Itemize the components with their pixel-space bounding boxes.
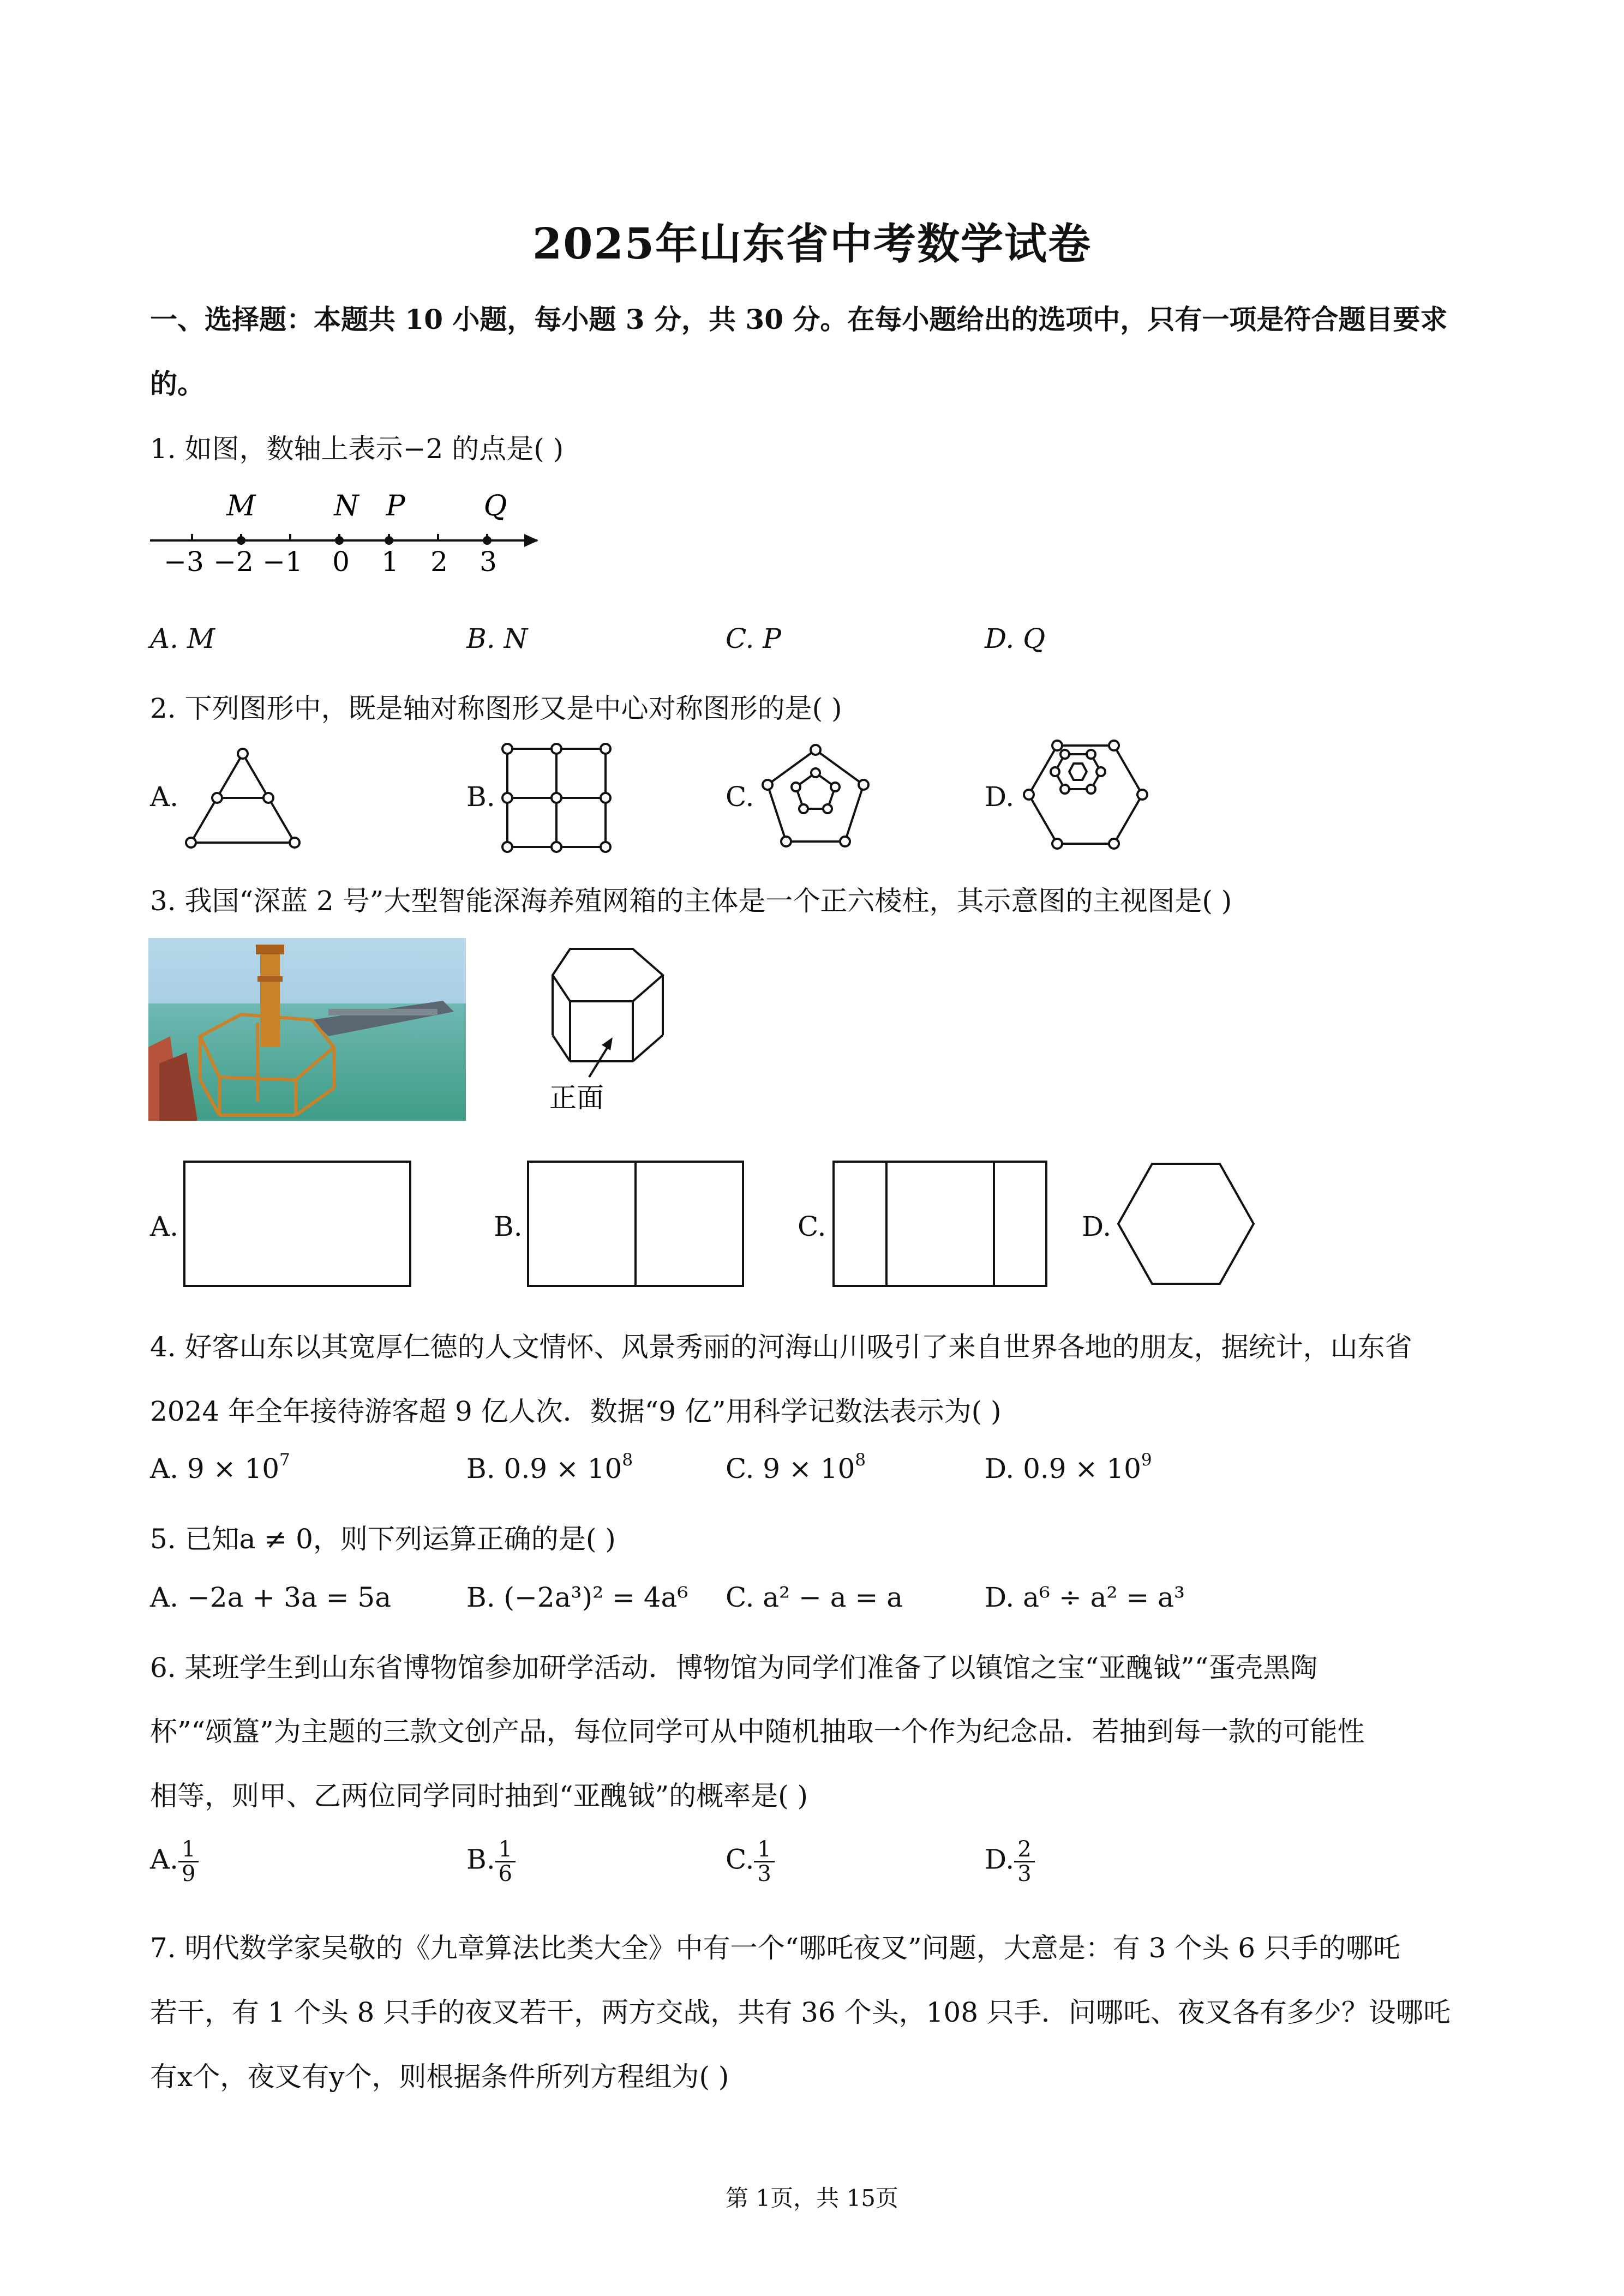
q4-option-b: B. $0.9 \times 10^8$ — [466, 1450, 633, 1484]
q2-option-a-figure — [180, 742, 305, 851]
q2-option-b-figure — [496, 739, 616, 854]
q3-option-d-letter: D. — [1082, 1211, 1112, 1242]
q2-option-c-letter: C. — [726, 781, 754, 813]
q4-line1: 4. 好客山东以其宽厚仁德的人文情怀、风景秀丽的河海山川吸引了来自世界各地的朋友，据统计，山东省 — [150, 1331, 1412, 1363]
q5-option-c: C. a² − a = a — [726, 1582, 903, 1613]
section-header-line2: 的。 — [150, 368, 205, 400]
q4-option-c: C. $9 \times 10^8$ — [726, 1450, 866, 1484]
point-p-dot — [385, 536, 393, 545]
tick-label-2: 2 — [430, 546, 448, 578]
q7-line3: 有x个，夜叉有y个，则根据条件所列方程组为( ) — [150, 2061, 729, 2093]
tick-label-3: 3 — [480, 546, 497, 578]
q1-option-a: A. M — [150, 623, 215, 654]
point-n-dot — [335, 536, 344, 545]
q5-option-a: A. −2a + 3a = 5a — [150, 1582, 392, 1613]
q6-line3: 相等，则甲、乙两位同学同时抽到“亚醜钺”的概率是( ) — [150, 1780, 808, 1812]
point-q-dot — [483, 536, 492, 545]
q3-option-a-letter: A. — [150, 1211, 179, 1242]
tick-label-1: 1 — [381, 546, 399, 578]
q6-option-b: B. $\frac{1}{6}$ — [466, 1838, 516, 1885]
q2-option-d-letter: D. — [985, 781, 1015, 813]
q3-hex-prism-diagram — [537, 943, 685, 1118]
q7-line2: 若干，有 1 个头 8 只手的夜叉若干，两方交战，共有 36 个头，108 只手．问哪吒、夜叉各有多少？设哪吒 — [150, 1997, 1451, 2028]
label-n: N — [334, 490, 359, 522]
page-title: 2025年山东省中考数学试卷 — [532, 219, 1092, 269]
q3-option-c-letter: C. — [798, 1211, 826, 1242]
point-m-dot — [237, 536, 245, 545]
q6-option-d: D. $\frac{2}{3}$ — [985, 1838, 1035, 1885]
section-header-line1: 一、选择题：本题共 10 小题，每小题 3 分，共 30 分。在每小题给出的选项中，只有一项是符合题目要求 — [150, 303, 1448, 335]
q2-stem: 2. 下列图形中，既是轴对称图形又是中心对称图形的是( ) — [150, 693, 842, 724]
q2-option-c-figure — [756, 739, 876, 854]
q3-option-d-figure — [1113, 1156, 1260, 1293]
tick-label-neg2: −2 — [213, 546, 254, 578]
q3-stem: 3. 我国“深蓝 2 号”大型智能深海养殖网箱的主体是一个正六棱柱，其示意图的主视图是( ) — [150, 885, 1232, 917]
page-footer: 第 1页，共 15页 — [726, 2185, 898, 2211]
tick-label-neg3: −3 — [164, 546, 204, 578]
q3-photo-aquaculture-cage — [148, 938, 466, 1121]
q3-front-label: 正面 — [549, 1082, 604, 1114]
q3-option-a-figure — [180, 1156, 415, 1293]
label-p: P — [386, 490, 405, 522]
q2-option-d-figure — [1015, 734, 1156, 856]
q3-option-b-figure — [524, 1156, 747, 1293]
q4-line2: 2024 年全年接待游客超 9 亿人次．数据“9 亿”用科学记数法表示为( ) — [150, 1396, 1002, 1427]
q1-stem: 1. 如图，数轴上表示−2 的点是( ) — [150, 433, 564, 465]
q1-number-line — [145, 488, 548, 586]
q7-line1: 7. 明代数学家吴敬的《九章算法比类大全》中有一个“哪吒夜叉”问题，大意是：有 3 个头 6 只手的哪吒 — [150, 1932, 1400, 1964]
label-q: Q — [483, 490, 507, 522]
axis-arrow — [524, 534, 538, 547]
q2-option-a-letter: A. — [150, 781, 179, 813]
q1-option-b: B. N — [466, 623, 528, 654]
q4-option-d: D. $0.9 \times 10^9$ — [985, 1450, 1152, 1484]
q5-option-d: D. a⁶ ÷ a² = a³ — [985, 1582, 1185, 1613]
q6-option-c: C. $\frac{1}{3}$ — [726, 1838, 775, 1885]
q6-line1: 6. 某班学生到山东省博物馆参加研学活动．博物馆为同学们准备了以镇馆之宝“亚醜钺”“蛋壳黑陶 — [150, 1652, 1318, 1684]
q2-option-b-letter: B. — [466, 781, 495, 813]
q3-option-b-letter: B. — [494, 1211, 523, 1242]
q1-option-d: D. Q — [985, 623, 1046, 654]
tick-label-0: 0 — [332, 546, 350, 578]
q6-line2: 杯”“颂簋”为主题的三款文创产品，每位同学可从中随机抽取一个作为纪念品．若抽到每一款的可能性 — [150, 1716, 1365, 1747]
q5-option-b: B. (−2a³)² = 4a⁶ — [466, 1582, 688, 1613]
label-m: M — [226, 490, 256, 522]
q6-option-a: A. $\frac{1}{9}$ — [150, 1838, 199, 1885]
q4-option-a: A. $9 \times 10^7$ — [150, 1450, 290, 1484]
tick-label-neg1: −1 — [262, 546, 303, 578]
q1-option-c: C. P — [726, 623, 781, 654]
q3-option-c-figure — [829, 1156, 1053, 1293]
q5-stem: 5. 已知a ≠ 0，则下列运算正确的是( ) — [150, 1523, 616, 1555]
